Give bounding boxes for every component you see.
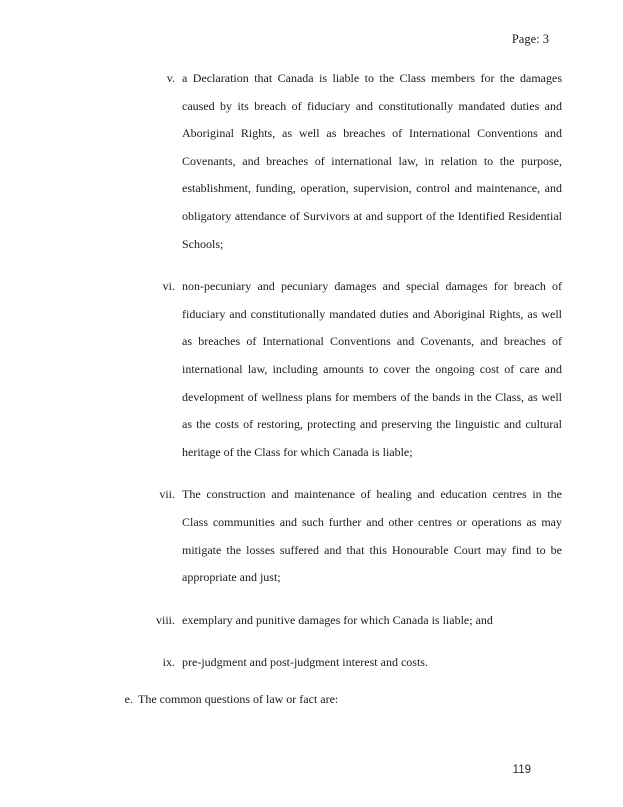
list-item-text: The construction and maintenance of healing and education centres in the Class communities and such further and other centres or operations as may mitigate the losses suffered and that this Honourable Court may find to be appropriate and just; xyxy=(182,487,562,585)
list-marker: viii. xyxy=(155,612,175,627)
list-item-text: exemplary and punitive damages for which Canada is liable; and xyxy=(182,612,493,627)
list-item-text: non-pecuniary and pecuniary damages and special damages for breach of fiduciary and constitutionally mandated duties and Aboriginal Rights, as well as breaches of International Conventions and Covenants, and breaches of international law, including amounts to cover the ongoing cost of care and development of wellness plans for members of the bands in the Class, as well as the costs of restoring, protecting and preserving the linguistic and cultural heritage of the Class for which Canada is liable; xyxy=(182,279,562,459)
list-marker: ix. xyxy=(162,655,175,670)
list-marker: vi. xyxy=(162,279,175,294)
page-header-label: Page: 3 xyxy=(511,32,549,46)
list-item-vii xyxy=(0,481,562,591)
list-item-v xyxy=(0,65,562,258)
footer-page-number: 119 xyxy=(512,764,531,776)
page-footer xyxy=(513,763,531,777)
list-marker: v. xyxy=(166,71,175,85)
list-marker: vii. xyxy=(159,487,175,502)
list-item-ix xyxy=(0,649,562,677)
list-item-text: a Declaration that Canada is liable to the Class members for the damages caused by its breach of fiduciary and constitutionally mandated duties and Aboriginal Rights, as well as breaches of International Conventions and Covenants, and breaches of international law, in relation to the purpose, establishment, funding, operation, supervision, control and maintenance, and obligatory attendance of Survivors at and support of the Identified Residential Schools; xyxy=(182,71,562,251)
list-item-text: The common questions of law or fact are: xyxy=(138,691,339,706)
list-item-vi xyxy=(0,273,562,466)
page-header xyxy=(512,32,549,46)
document-body xyxy=(0,65,562,713)
list-item-e xyxy=(0,686,562,714)
list-item-viii xyxy=(0,607,562,635)
list-marker: e. xyxy=(124,691,133,706)
list-item-text: pre-judgment and post-judgment interest and costs. xyxy=(182,655,428,670)
